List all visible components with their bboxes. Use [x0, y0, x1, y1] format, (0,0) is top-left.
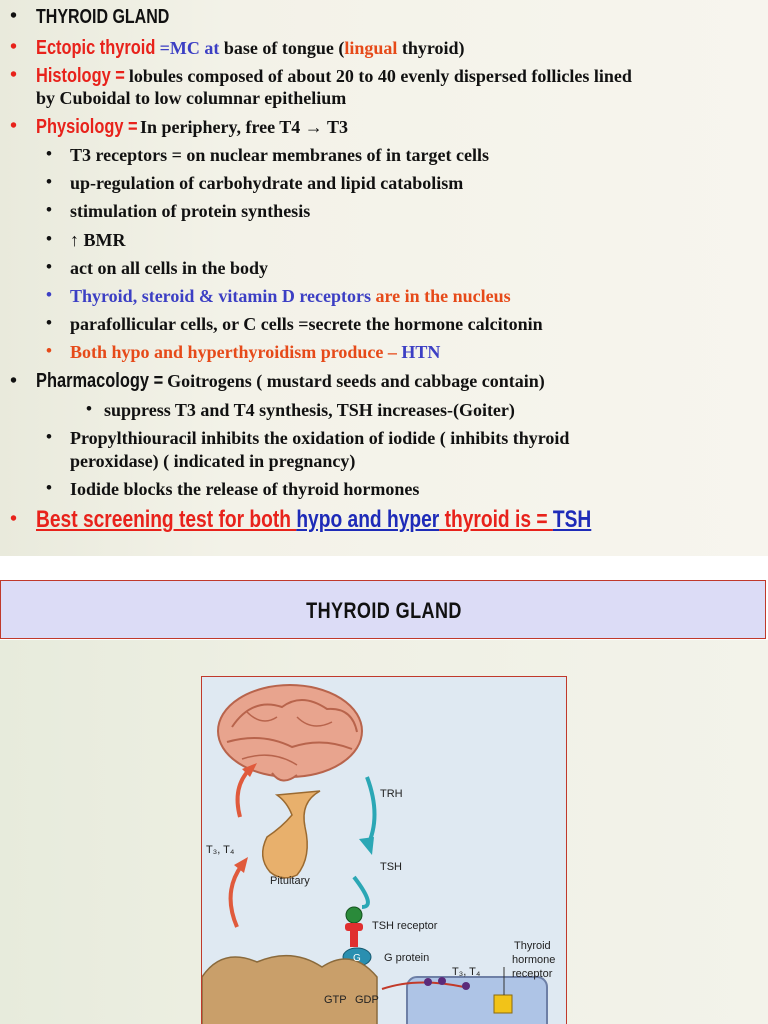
sub-bullet: • — [86, 399, 92, 418]
histology-text: lobules composed of about 20 to 40 evenly dispersed follicles lined — [124, 66, 632, 86]
title-band — [0, 580, 766, 639]
sub-item: act on all cells in the body — [70, 258, 269, 278]
thr-label-1: Thyroid — [514, 940, 551, 952]
histology-label: Histology = — [36, 65, 125, 87]
t3t4-left-label: T₃, T₄ — [206, 844, 235, 856]
sub-bullet: • — [46, 285, 52, 304]
trh-label: TRH — [380, 788, 403, 800]
bullet: • — [10, 508, 18, 530]
t3t4-right-label: T₃, T₄ — [452, 966, 481, 978]
hormone-dot — [424, 978, 432, 986]
pharmacology-label: Pharmacology = — [36, 370, 164, 392]
g-protein-label: G protein — [384, 952, 430, 964]
sub-bullet: • — [46, 229, 52, 248]
sub-bullet: • — [46, 257, 52, 276]
iodide-line: Iodide blocks the release of thyroid hormones — [70, 479, 420, 499]
bullet: • — [10, 36, 18, 58]
best-screening-text — [36, 506, 591, 534]
gtp-label: GTP — [324, 994, 347, 1006]
hormone-dot — [438, 977, 446, 985]
thyroid-gland-icon — [202, 956, 377, 1024]
thr-label-3: receptor — [512, 968, 553, 980]
arrow-head-icon — [359, 837, 374, 855]
hormone-receptor-icon — [494, 995, 512, 1013]
figure-svg — [202, 677, 567, 1024]
physiology-label: Physiology = — [36, 116, 138, 138]
sub-item: stimulation of protein synthesis — [70, 201, 311, 221]
histology-line-2: by Cuboidal to low columnar epithelium — [36, 88, 347, 108]
histology-line — [36, 65, 632, 87]
ectopic-mc: =MC at — [159, 38, 224, 58]
tsh-arrow — [354, 877, 368, 907]
slide-title: THYROID GLAND — [306, 598, 462, 623]
best-part-2: hypo and hyper — [296, 506, 440, 533]
calcitonin-line: parafollicular cells, or C cells =secrete the hormone calcitonin — [70, 314, 543, 334]
best-screening-line — [36, 506, 730, 534]
nucleus-emph: are in the nucleus — [375, 286, 511, 306]
best-part-3: thyroid is = — [439, 506, 553, 533]
hormone-dot — [462, 982, 470, 990]
bullet: • — [10, 370, 18, 392]
suppress-line: suppress T3 and T4 synthesis, TSH increases-(Goiter) — [104, 400, 515, 420]
sub-item: T3 receptors = on nuclear membranes of in target cells — [70, 145, 490, 165]
pituitary-icon — [263, 791, 320, 878]
g-label: G — [353, 953, 361, 964]
physiology-line — [36, 116, 348, 138]
sub-item: ↑ BMR — [70, 230, 126, 250]
ectopic-end: thyroid) — [397, 38, 465, 58]
sub-bullet: • — [46, 341, 52, 360]
tsh-label: TSH — [380, 861, 402, 873]
sub-bullet: • — [46, 200, 52, 219]
bullet: • — [10, 115, 18, 137]
pharmacology-line — [36, 370, 545, 392]
sub-item: up-regulation of carbohydrate and lipid catabolism — [70, 173, 464, 193]
gdp-label: GDP — [355, 994, 379, 1006]
bullet: • — [10, 5, 18, 27]
nucleus-line — [70, 285, 511, 307]
thr-label-2: hormone — [512, 954, 556, 966]
htn-text: Both hypo and hyperthyroidism produce – — [70, 342, 402, 362]
sub-bullet: • — [46, 427, 52, 446]
feedback-arrow-lower — [231, 865, 242, 927]
sub-bullet: • — [46, 144, 52, 163]
htn-line — [70, 341, 440, 363]
ptu-line-2: peroxidase) ( indicated in pregnancy) — [70, 451, 356, 471]
best-part-4: TSH — [552, 506, 592, 533]
nucleus-text: Thyroid, steroid & vitamin D receptors — [70, 286, 376, 306]
slide-heading — [36, 6, 203, 28]
ectopic-line — [36, 37, 465, 59]
best-part-1: Best screening test for both — [36, 506, 297, 533]
pituitary-label: Pituitary — [270, 875, 310, 887]
trh-arrow — [367, 777, 375, 847]
brain-icon — [218, 685, 362, 781]
physiology-text: In periphery, free T4 → T3 — [139, 117, 348, 137]
bullet: • — [10, 64, 18, 86]
heading-text: THYROID GLAND — [36, 6, 170, 28]
ectopic-text: base of tongue ( — [223, 38, 345, 58]
lingual-word: lingual — [344, 38, 398, 58]
thyroid-axis-figure — [201, 676, 567, 1024]
sub-bullet: • — [46, 313, 52, 332]
sub-bullet: • — [46, 478, 52, 497]
sub-bullet: • — [46, 172, 52, 191]
pharmacology-text: Goitrogens ( mustard seeds and cabbage contain) — [167, 371, 545, 391]
ptu-line-1: Propylthiouracil inhibits the oxidation of iodide ( inhibits thyroid — [70, 428, 570, 448]
feedback-arrow-upper — [238, 769, 250, 817]
htn-word: HTN — [401, 342, 441, 362]
ectopic-label: Ectopic thyroid — [36, 37, 156, 59]
tsh-receptor-label: TSH receptor — [372, 920, 438, 932]
